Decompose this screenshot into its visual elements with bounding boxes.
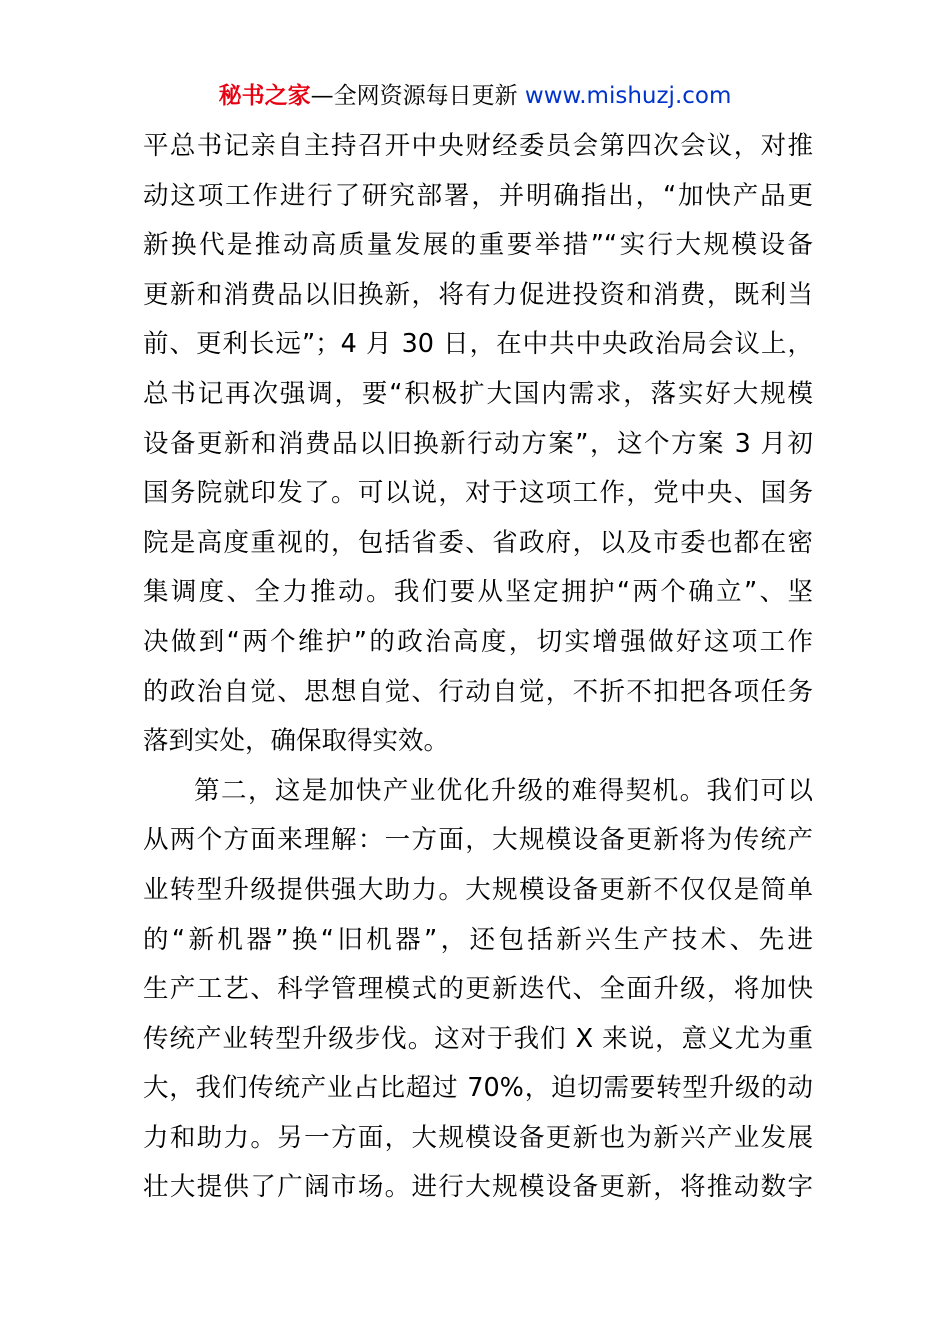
text-line: 更新和消费品以旧换新，将有力促进投资和消费，既利当 — [143, 279, 813, 310]
document-body — [143, 122, 813, 1213]
text-line: 总书记再次强调，要“积极扩大国内需求，落实好大规模 — [143, 378, 813, 409]
site-tagline: —全网资源每日更新 — [310, 83, 518, 109]
site-header — [0, 80, 950, 112]
text-line: 前、更利长远”；4 月 30 日，在中共中央政治局会议上， — [143, 329, 813, 360]
text-line: 决做到“两个维护”的政治高度，切实增强做好这项工作 — [143, 626, 813, 657]
text-line: 院是高度重视的，包括省委、省政府，以及市委也都在密 — [143, 527, 813, 558]
text-line: 生产工艺、科学管理模式的更新迭代、全面升级，将加快 — [143, 974, 813, 1005]
text-line: 业转型升级提供强大助力。大规模设备更新不仅仅是简单 — [143, 874, 813, 905]
text-line: 集调度、全力推动。我们要从坚定拥护“两个确立”、坚 — [143, 577, 813, 608]
text-line: 的政治自觉、思想自觉、行动自觉，不折不扣把各项任务 — [143, 676, 813, 707]
text-line: 平总书记亲自主持召开中央财经委员会第四次会议，对推 — [143, 131, 813, 161]
text-line: 新换代是推动高质量发展的重要举措”“实行大规模设备 — [143, 230, 813, 261]
text-line: 传统产业转型升级步伐。这对于我们 X 来说，意义尤为重 — [143, 1023, 813, 1054]
text-line: 设备更新和消费品以旧换新行动方案”，这个方案 3 月初 — [143, 428, 813, 459]
text-line: 从两个方面来理解：一方面，大规模设备更新将为传统产 — [143, 825, 813, 856]
text-line: 动这项工作进行了研究部署，并明确指出，“加快产品更 — [143, 180, 813, 211]
text-line: 的“新机器”换“旧机器”，还包括新兴生产技术、先进 — [143, 924, 813, 955]
site-brand: 秘书之家 — [218, 83, 311, 109]
text-line: 国务院就印发了。可以说，对于这项工作，党中央、国务 — [143, 478, 813, 509]
site-url-link[interactable]: www.mishuzj.com — [524, 83, 732, 109]
paragraph-start-line: 第二，这是加快产业优化升级的难得契机。我们可以 — [194, 775, 813, 806]
text-line: 壮大提供了广阔市场。进行大规模设备更新，将推动数字 — [143, 1172, 813, 1203]
text-line: 力和助力。另一方面，大规模设备更新也为新兴产业发展 — [143, 1122, 813, 1153]
text-line: 落到实处，确保取得实效。 — [143, 726, 450, 757]
text-line: 大，我们传统产业占比超过 70%，迫切需要转型升级的动 — [143, 1073, 813, 1104]
